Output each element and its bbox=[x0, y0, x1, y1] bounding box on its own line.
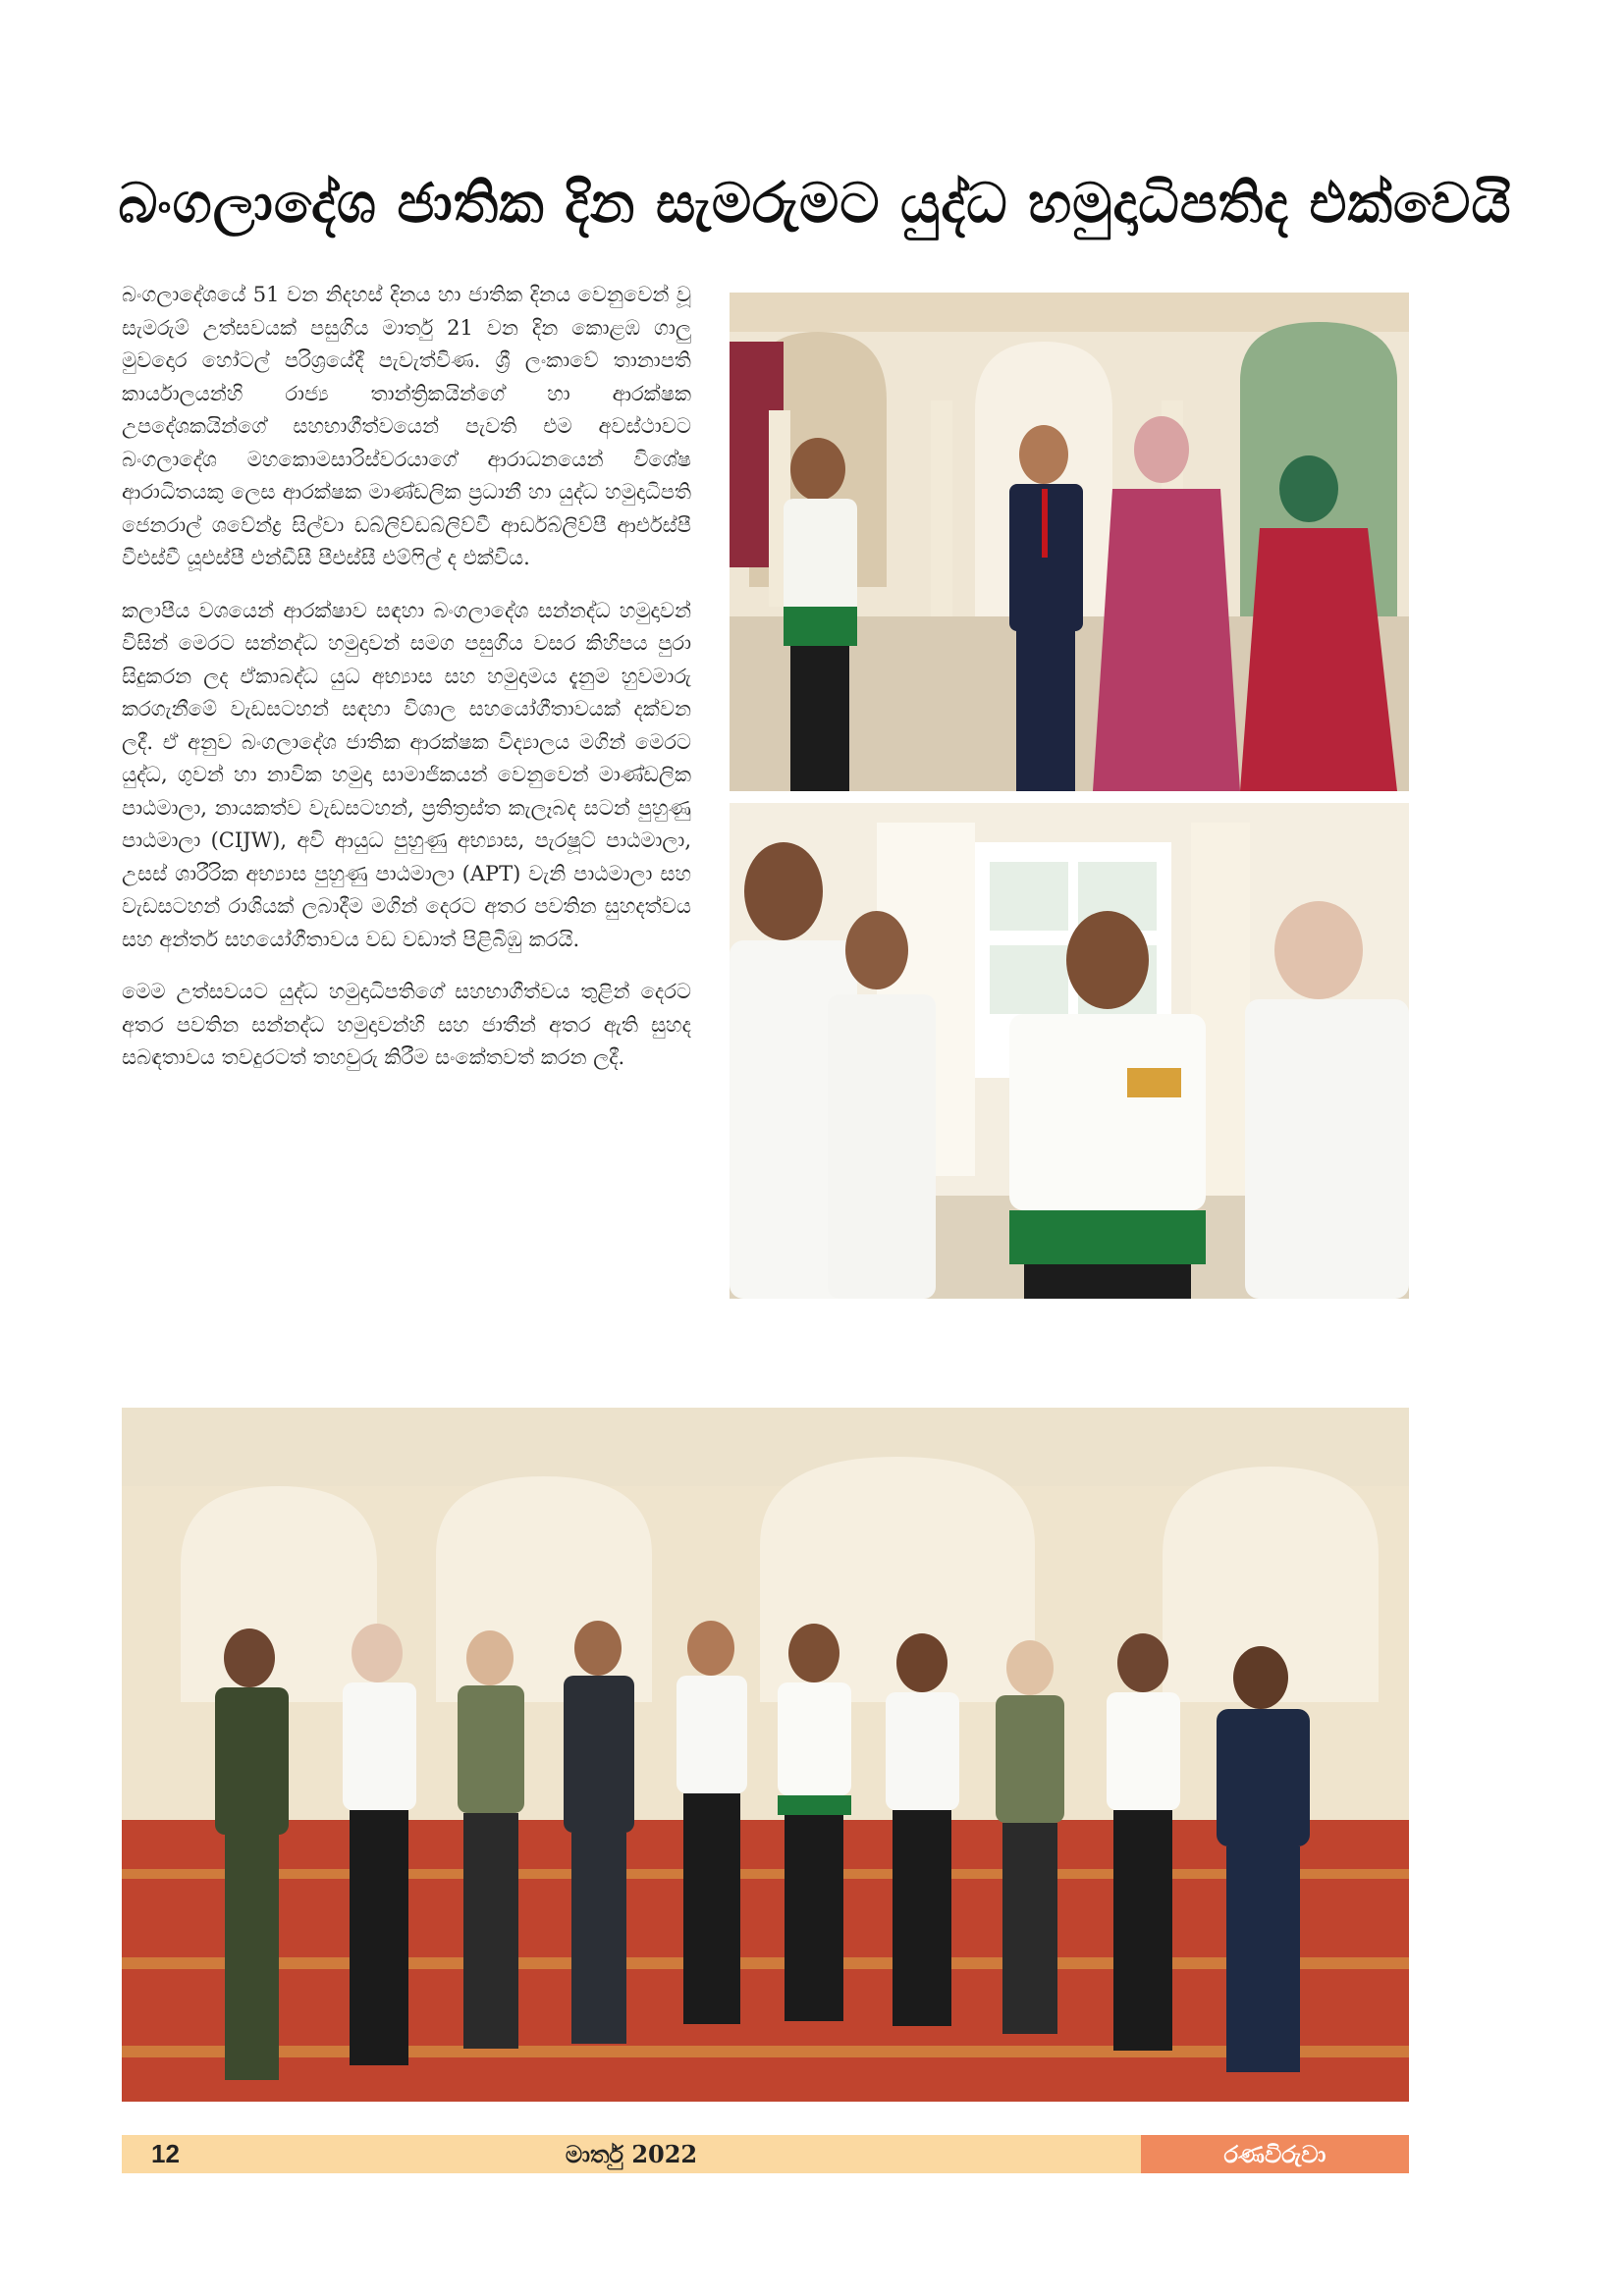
page-footer bbox=[122, 2135, 1409, 2173]
photo-officers-conversation bbox=[730, 803, 1409, 1299]
page-number: 12 bbox=[151, 2139, 180, 2168]
article-paragraph: කලාපීය වශයෙන් ආරක්ෂාව සඳහා බංගලාදේශ සන්නද්ධ හමුදාවන් විසින් මෙරට සන්නද්ධ හමුදාවන් සමග පසුගිය වසර කිහිපය පුරා සිදුකරන ලද ඒකාබද්ධ යුධ අභ්‍යාස සහ හමුදාමය දැනුම හුවමාරු කරගැනීමේ වැඩසටහන් සඳහා විශාල සහයෝගීතාවයක් දක්වන ලදී. ඒ අනුව බංගලාදේශ ජාතික ආරක්ෂක විද්‍යාලය මගින් මෙරට යුද්ධ, ගුවන් හා නාවික හමුදා සාමාජිකයන් වෙනුවෙන් මාණ්ඩලික පාඨමාලා, නායකත්ව වැඩසටහන්, ප්‍රතිත්‍රස්ත කැලෑබද සටන් පුහුණු පාඨමාලා (CIJW), අවි ආයුධ පුහුණු අභ්‍යාස, පැරෂූට් පාඨමාලා, උසස් ශාරීරික අභ්‍යාස පුහුණු පාඨමාලා (APT) වැනි පාඨමාලා සහ වැඩසටහන් රාශියක් ලබාදීම මගින් දෙරට අතර පවතින සුහදත්වය සහ අන්තර් සහයෝගීතාවය වඩ වඩාත් පිළිබිඹු කරයි. bbox=[122, 598, 691, 951]
photo-handshake bbox=[730, 293, 1409, 791]
article-paragraph: බංගලාදේශයේ 51 වන නිදහස් දිනය හා ජාතික දිනය වෙනුවෙන් වූ සැමරුම් උත්සවයක් පසුගිය මාර්තු 21 වන දින කොළඹ ගාලු මුවදොර හෝටල් පරිශ්‍රයේදී පැවැත්විණ. ශ්‍රී ලංකාවේ තානාපති කාර්යාලයන්හි රාජ්‍ය තාන්ත්‍රිකයින්ගේ හා ආරක්ෂක උපදේශකයින්ගේ සහභාගීත්වයෙන් පැවති එම අවස්ථාවට බංගලාදේශ මහකොමසාරිස්වරයාගේ ආරාධනයෙන් විශේෂ ආරාධිතයකු ලෙස ආරක්ෂක මාණ්ඩලික ප්‍රධානී හා යුද්ධ හමුදාධිපති ජෙනරාල් ශවේන්ද්‍ර සිල්වා ඩබ්ලිව්ඩබ්ලිව්වී ආර්ඩබ්ලිව්පී ආර්එස්පී වීඑස්වී යූඑස්පී එන්ඩීසී පීඑස්සී එම්ෆිල් ද එක්විය. bbox=[122, 283, 691, 569]
footer-band bbox=[122, 2135, 1141, 2173]
article-body bbox=[122, 279, 691, 1095]
page-title: බංගලාදේශ ජාතික දින සැමරුමට යුද්ධ හමුදාධිපතිද එක්වෙයි bbox=[118, 172, 1512, 236]
photo-group bbox=[122, 1408, 1409, 2102]
magazine-name: රණවිරුවා bbox=[1141, 2135, 1409, 2173]
article-paragraph: මෙම උත්සවයට යුද්ධ හමුදාධිපතිගේ සහභාගීත්වය තුළින් දෙරට අතර පවතින සන්නද්ධ හමුදාවන්හි සහ ජාතීන් අතර ඇති සුහද සබඳතාවය තවදුරටත් තහවුරු කිරීම සංකේතවත් කරන ලදී. bbox=[122, 980, 691, 1069]
issue-date: මාර්තු 2022 bbox=[565, 2140, 698, 2168]
